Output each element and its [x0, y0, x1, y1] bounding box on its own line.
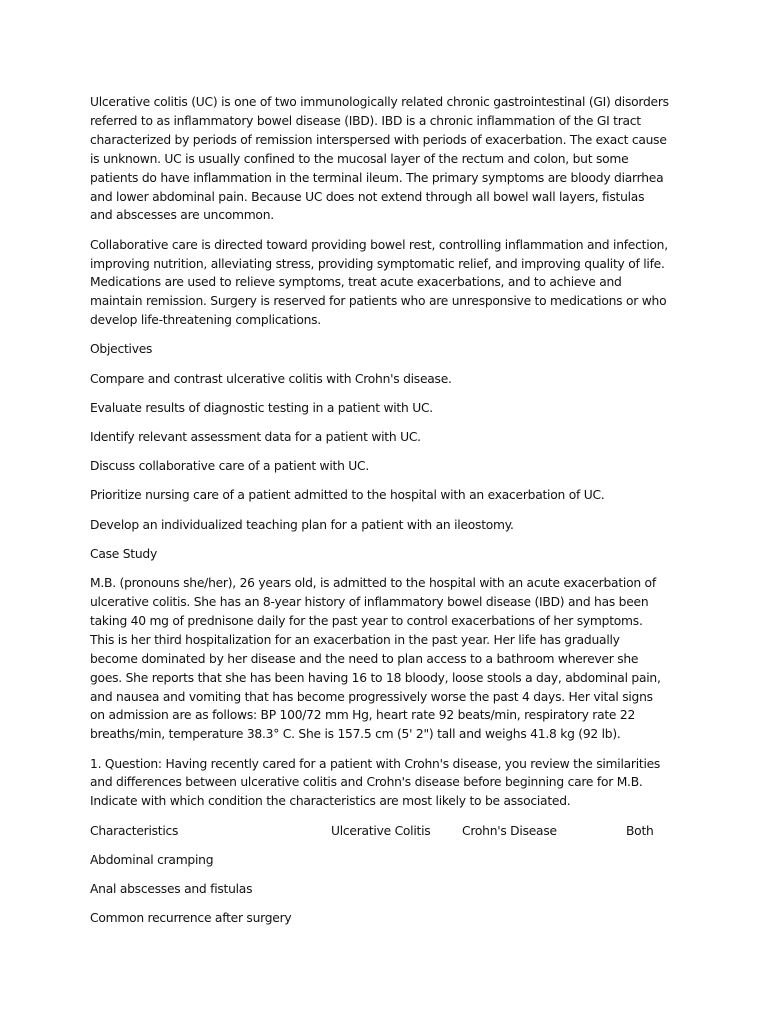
case-study-heading: Case Study	[90, 546, 158, 561]
header-ulcerative-colitis: Ulcerative Colitis	[331, 823, 431, 838]
header-crohns-disease: Crohn's Disease	[462, 823, 557, 838]
characteristics-table-header	[90, 822, 670, 841]
intro-paragraph: Ulcerative colitis (UC) is one of two immunologically related chronic gastrointestinal (GI) disorders referred to as inflammatory bowel disease (IBD). IBD is a chronic inflammation of the GI tract characterized by periods of remission interspersed with periods of exacerbation. The exact cause is unknown. UC is usually confined to the mucosal layer of the rectum and colon, but some patients do have inflammation in the terminal ileum. The primary symptoms are bloody diarrhea and lower abdominal pain. Because UC does not extend through all bowel wall layers, fistulas and abscesses are uncommon.	[90, 95, 669, 223]
objective-item: Develop an individualized teaching plan for a patient with an ileostomy.	[90, 517, 514, 532]
intro-paragraph: Collaborative care is directed toward providing bowel rest, controlling inflammation and infection, improving nutrition, alleviating stress, providing symptomatic relief, and improving quality of life. Medications are used to relieve symptoms, treat acute exacerbations, and to achieve and maintain remission. Surgery is reserved for patients who are unresponsive to medications or who develop life-threatening complications.	[90, 237, 668, 328]
objective-item: Identify relevant assessment data for a patient with UC.	[90, 430, 421, 445]
table-row: Anal abscesses and fistulas	[90, 881, 253, 896]
table-row: Abdominal cramping	[90, 852, 214, 867]
table-row: Common recurrence after surgery	[90, 911, 292, 926]
objective-item: Prioritize nursing care of a patient admitted to the hospital with an exacerbation of UC.	[90, 488, 605, 503]
case-study-paragraph: M.B. (pronouns she/her), 26 years old, is admitted to the hospital with an acute exacerbation of ulcerative colitis. She has an 8-year history of inflammatory bowel disease (IBD) and has been taking 40 mg of prednisone daily for the past year to control exacerbations of her symptoms. This is her third hospitalization for an exacerbation in the past year. Her life has gradually become dominated by her disease and the need to plan access to a bathroom wherever she goes. She reports that she has been having 16 to 18 bloody, loose stools a day, abdominal pain, and nausea and vomiting that has become progressively worse the past 4 days. Her vital signs on admission are as follows: BP 100/72 mm Hg, heart rate 92 beats/min, respiratory rate 22 breaths/min, temperature 38.3° C. She is 157.5 cm (5' 2") tall and weighs 41.8 kg (92 lb).	[90, 576, 661, 742]
question-1: 1. Question: Having recently cared for a patient with Crohn's disease, you review the similarities and differences between ulcerative colitis and Crohn's disease before beginning care for M.B. Indicate with which condition the characteristics are most likely to be associated.	[90, 756, 661, 809]
document-body	[90, 93, 670, 938]
objective-item: Evaluate results of diagnostic testing in a patient with UC.	[90, 400, 433, 415]
objective-item: Discuss collaborative care of a patient with UC.	[90, 459, 370, 474]
objectives-heading: Objectives	[90, 342, 153, 357]
header-characteristics: Characteristics	[90, 823, 179, 838]
objective-item: Compare and contrast ulcerative colitis with Crohn's disease.	[90, 371, 452, 386]
header-both: Both	[626, 823, 654, 838]
